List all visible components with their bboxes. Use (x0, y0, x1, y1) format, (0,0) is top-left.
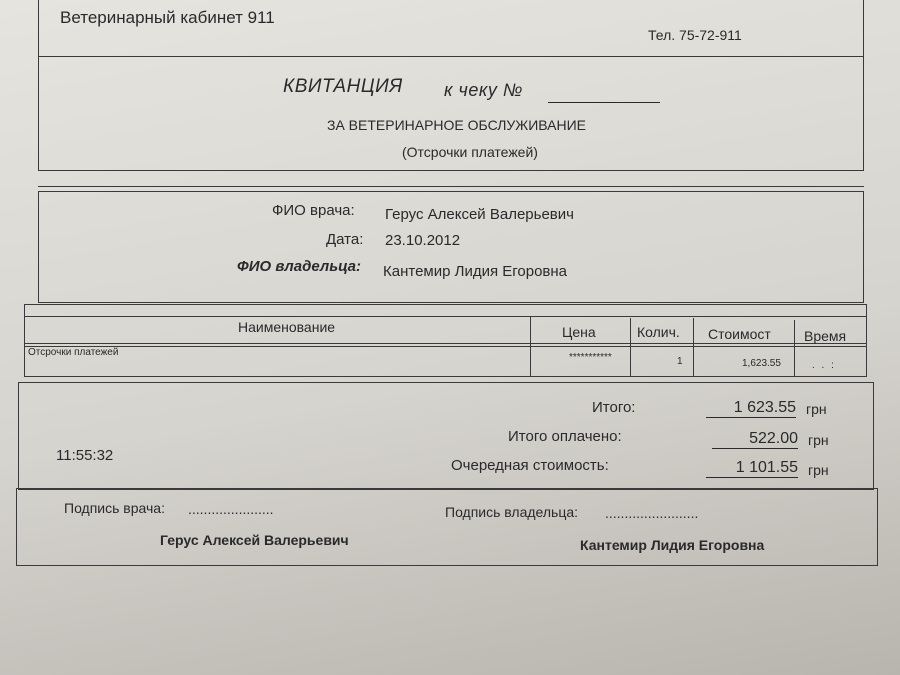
col-header-price: Цена (562, 324, 596, 340)
receipt-time: 11:55:32 (56, 447, 114, 464)
double-line-top (38, 186, 864, 187)
col-divider-2 (630, 318, 631, 377)
paid-value: 522.00 (712, 430, 798, 449)
total-currency: грн (806, 401, 827, 417)
clinic-name: Ветеринарный кабинет 911 (60, 8, 275, 27)
owner-value: Кантемир Лидия Егоровна (383, 263, 568, 280)
col-header-qty: Колич. (637, 324, 680, 340)
receipt-subtitle: ЗА ВЕТЕРИНАРНОЕ ОБСЛУЖИВАНИЕ (327, 117, 587, 133)
table-header-divider-2 (24, 346, 867, 347)
next-label: Очередная стоимость: (451, 457, 609, 474)
row-price: *********** (569, 352, 612, 363)
total-value: 1 623.55 (706, 399, 796, 418)
total-label: Итого: (592, 399, 636, 416)
col-divider-1 (530, 316, 531, 377)
col-header-cost: Стоимост (708, 326, 771, 342)
row-time: . . : (812, 360, 836, 371)
row-qty: 1 (677, 356, 683, 367)
row-name: Отсрочки платежей (28, 347, 119, 358)
owner-label: ФИО владельца: (237, 258, 361, 275)
clinic-phone: Тел. 75-72-911 (648, 27, 742, 43)
next-currency: грн (808, 462, 829, 478)
col-header-name: Наименование (238, 319, 336, 335)
check-number-label: к чеку № (444, 80, 523, 100)
table-header-divider (24, 343, 867, 344)
doctor-label: ФИО врача: (272, 202, 355, 219)
doctor-value: Герус Алексей Валерьевич (385, 206, 574, 223)
paid-label: Итого оплачено: (508, 428, 622, 445)
doctor-signature-label: Подпись врача: (64, 500, 165, 516)
date-label: Дата: (326, 231, 364, 248)
owner-signature-name: Кантемир Лидия Егоровна (580, 537, 765, 553)
col-header-time: Время (804, 328, 847, 344)
doctor-signature-name: Герус Алексей Валерьевич (160, 532, 349, 548)
paid-currency: грн (808, 432, 829, 448)
col-divider-3 (693, 318, 694, 377)
owner-signature-label: Подпись владельца: (445, 504, 579, 520)
owner-signature-line: ........................ (605, 505, 699, 521)
date-value: 23.10.2012 (385, 232, 461, 249)
check-number-blank (548, 102, 660, 103)
doctor-signature-line: ...................... (188, 501, 274, 517)
row-cost: 1,623.55 (742, 358, 781, 369)
receipt-title: КВИТАНЦИЯ (283, 76, 403, 97)
receipt-note: (Отсрочки платежей) (402, 144, 538, 160)
col-divider-4 (794, 320, 795, 377)
next-value: 1 101.55 (706, 459, 798, 478)
header-top-line (24, 316, 867, 317)
